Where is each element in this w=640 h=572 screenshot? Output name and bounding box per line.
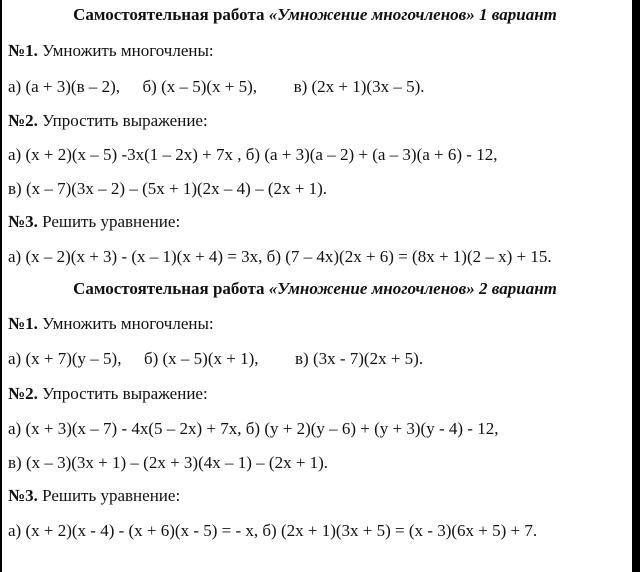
variant-2-title-prefix: Самостоятельная работа [73, 279, 269, 298]
v1-task1-heading [8, 42, 214, 59]
v1-task1-item-b: б) (х – 5)(х + 5), [142, 77, 258, 96]
variant-2-title [2, 280, 628, 297]
variant-1-title [2, 6, 628, 23]
variant-1-title-topic: «Умножение многочленов» 1 вариант [268, 5, 557, 24]
v1-task3-line1: а) (х – 2)(х + 3) - (х – 1)(х + 4) = 3х, б) (7 – 4х)(2х + 6) = (8х + 1)(2 – х) + 15. [8, 247, 552, 266]
v1-task3-text: Решить уравнение: [37, 212, 181, 231]
v2-task3-number: №3. [8, 486, 38, 505]
v1-task2-number: №2. [8, 111, 38, 130]
v2-task2-line1: а) (х + 3)(х – 7) - 4х(5 – 2х) + 7х, б) (у + 2)(у – 6) + (у + 3)(у - 4) - 12, [8, 419, 499, 438]
v2-task1-text: Умножить многочлены: [37, 314, 214, 333]
v2-task2-number: №2. [8, 384, 38, 403]
v1-task2-line2: в) (х – 7)(3х – 2) – (5х + 1)(2х – 4) – (2х + 1). [8, 179, 327, 198]
variant-1-title-prefix: Самостоятельная работа [73, 5, 269, 24]
v1-task1-text: Умножить многочлены: [37, 41, 214, 60]
v2-task2-text: Упростить выражение: [37, 384, 208, 403]
v1-task2-heading [8, 112, 208, 129]
v2-task3-text: Решить уравнение: [37, 486, 181, 505]
v2-task2-line2: в) (х – 3)(3х + 1) – (2х + 3)(4х – 1) – (2х + 1). [8, 453, 329, 472]
v1-task2-text: Упростить выражение: [37, 111, 208, 130]
v2-task3-heading [8, 487, 180, 504]
v1-task1-items [8, 78, 424, 95]
v2-task1-number: №1. [8, 314, 38, 333]
v1-task1-number: №1. [8, 41, 38, 60]
v2-task1-heading [8, 315, 214, 332]
v2-task1-item-a: а) (х + 7)(у – 5), [8, 349, 122, 368]
variant-2-title-topic: «Умножение многочленов» 2 вариант [268, 279, 557, 298]
v2-task1-item-c: в) (3х - 7)(2х + 5). [295, 349, 424, 368]
v2-task1-items [8, 350, 423, 367]
v2-task3-line1: а) (х + 2)(х - 4) - (х + 6)(х - 5) = - х, б) (2х + 1)(3х + 5) = (х - 3)(6х + 5) + 7. [8, 521, 538, 540]
v2-task2-heading [8, 385, 208, 402]
worksheet-page [2, 0, 632, 572]
v1-task1-item-a: а) (а + 3)(в – 2), [8, 77, 121, 96]
v1-task1-item-c: в) (2х + 1)(3х – 5). [293, 77, 425, 96]
v1-task2-line1: а) (х + 2)(х – 5) -3х(1 – 2х) + 7х , б) (а + 3)(а – 2) + (а – 3)(а + 6) - 12, [8, 145, 498, 164]
v1-task3-heading [8, 213, 180, 230]
v1-task3-number: №3. [8, 212, 38, 231]
v2-task1-item-b: б) (х – 5)(х + 1), [143, 349, 259, 368]
